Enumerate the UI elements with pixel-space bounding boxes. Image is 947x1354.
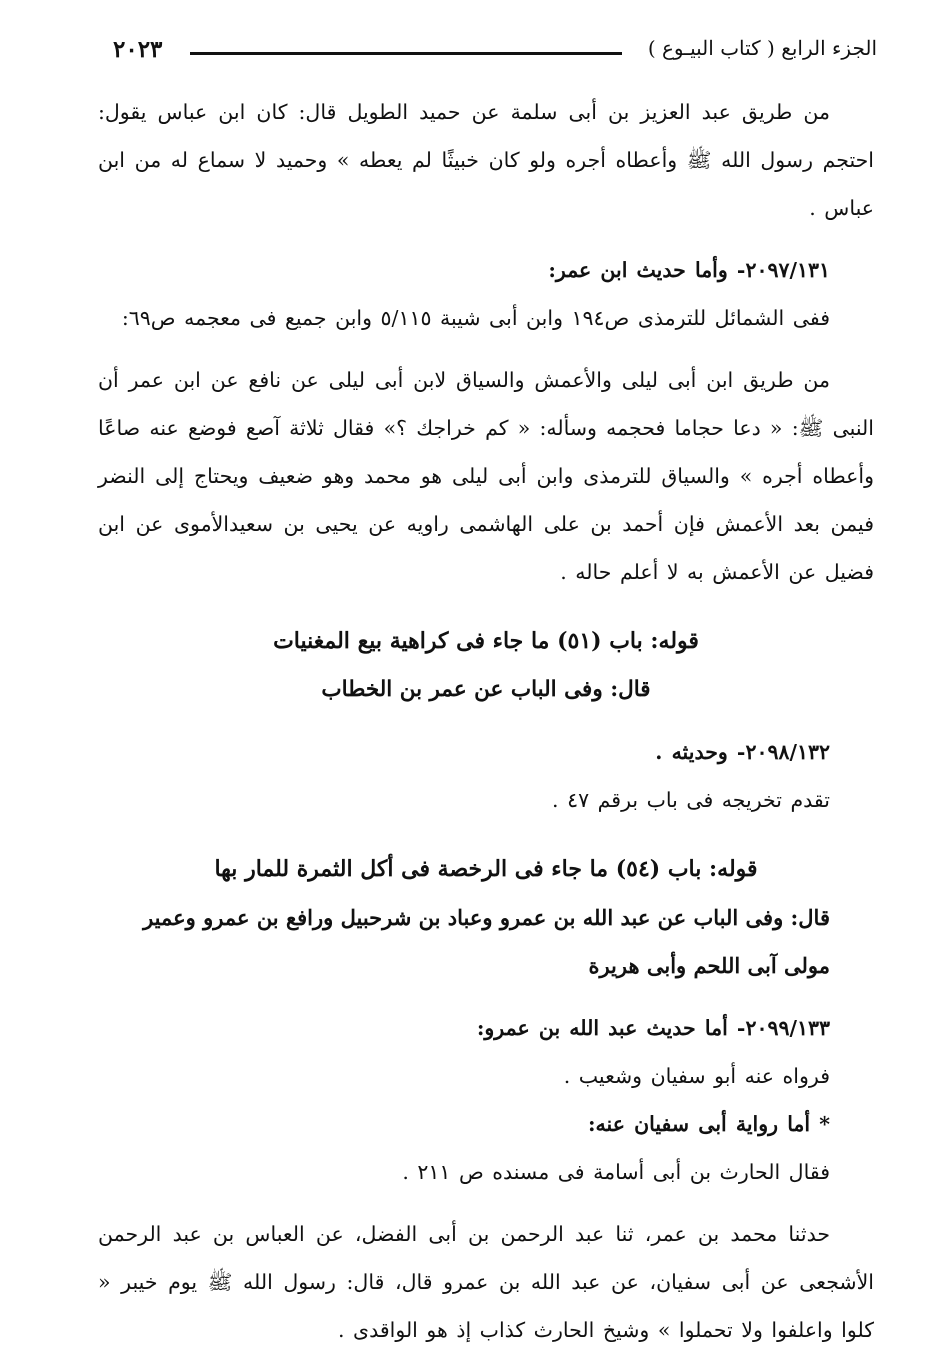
chapter-qal: قال: وفى الباب عن عمر بن الخطاب: [321, 677, 651, 702]
header-rule: [190, 52, 622, 55]
paragraph: من طريق ابن أبى ليلى والأعمش والسياق لابن أبى ليلى عن نافع عن ابن عمر أن النبى ﷺ: « دعا حجاما فحجمه وسأله: « كم خراجك ؟» فقال ثلاثة آصع فوضع عنه صاعًا وأعطاه أجره » والسياق للترمذى وابن أبى ليلى هو محمد وهو ضعيف ويحتاج إلى النضر فيمن بعد الأعمش فإن أحمد بن على الهاشمى راويه عن يحيى بن سعيدالأموى عن ابن فضيل عن الأعمش به لا أعلم حاله .: [98, 368, 874, 584]
sub-heading: [98, 1100, 874, 1148]
hadith-heading: ٢٠٩٩/١٣٣- أما حديث عبد الله بن عمرو:: [476, 1016, 830, 1040]
paragraph: حدثنا محمد بن عمر، ثنا عبد الرحمن بن أبى الفضل، عن العباس بن عبد الرحمن الأشجعى عن أبى سفيان، عن عبد الله بن عمرو قال، قال: رسول الله ﷺ يوم خيبر « كلوا واعلفوا ولا تحملوا » وشيخ الحارث كذاب إذ هو الواقدى .: [98, 1222, 874, 1342]
paragraph: تقدم تخريجه فى باب برقم ٤٧ .: [552, 788, 830, 812]
hadith-heading: ٢٠٩٨/١٣٢- وحديثه .: [655, 740, 830, 764]
running-title: الجزء الرابع ( كتاب البيـوع ): [647, 36, 877, 60]
page-header: [95, 36, 877, 72]
hadith-heading: ٢٠٩٧/١٣١- وأما حديث ابن عمر:: [548, 258, 830, 282]
asterisk-marker: *: [819, 1112, 830, 1136]
chapter-heading: قوله: باب (٥٤) ما جاء فى الرخصة فى أكل الثمرة للمار بها: [214, 856, 758, 882]
sub-heading-text: أما رواية أبى سفيان عنه:: [587, 1112, 811, 1136]
paragraph: ففى الشمائل للترمذى ص١٩٤ وابن أبى شيبة ٥/١١٥ وابن جميع فى معجمه ص٦٩:: [121, 306, 830, 330]
chapter-qal: قال: وفى الباب عن عبد الله بن عمرو وعباد بن شرحبيل ورافع بن عمرو وعمير مولى آبى اللحم وأبى هريرة: [143, 905, 830, 978]
page-number: ٢٠٢٣: [113, 36, 163, 63]
page-body: [98, 88, 874, 1354]
paragraph: من طريق عبد العزيز بن أبى سلمة عن حميد الطويل قال: كان ابن عباس يقول: احتجم رسول الله ﷺ وأعطاه أجره ولو كان خبيثًا لم يعطه » وحميد لا سماع له من ابن عباس .: [98, 100, 874, 220]
paragraph: فقال الحارث بن أبى أسامة فى مسنده ص ٢١١ .: [402, 1160, 830, 1184]
chapter-heading: قوله: باب (٥١) ما جاء فى كراهية بيع المغنيات: [273, 628, 699, 654]
paragraph: فرواه عنه أبو سفيان وشعيب .: [563, 1064, 830, 1088]
